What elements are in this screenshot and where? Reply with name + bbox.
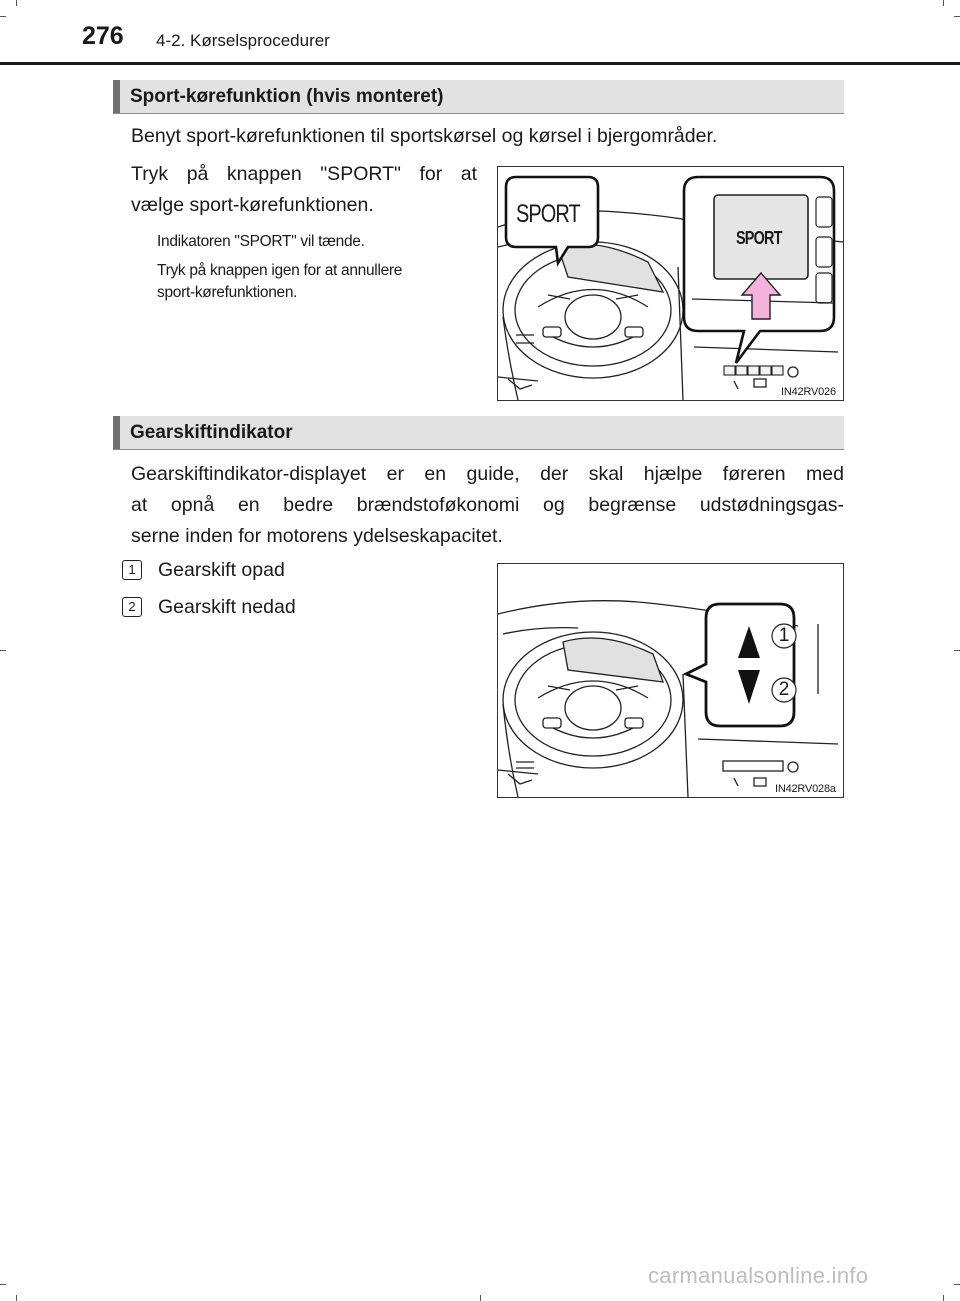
gearshift-para-line-3: serne inden for motorens ydelseskapacitet. (131, 525, 503, 547)
figure-code: IN42RV028a (775, 783, 836, 795)
sport-instruction-line-1: Tryk på knappen "SPORT" for at (131, 163, 477, 185)
crop-mark (16, 0, 17, 6)
list-number-badge: 2 (122, 597, 142, 617)
sport-note-cancel-line-2: sport-kørefunktionen. (157, 284, 298, 301)
sport-button-label: SPORT (736, 228, 782, 248)
gearshift-indicator-illustration (497, 563, 844, 798)
section-heading-sport (113, 80, 844, 114)
callout-sport-text: SPORT (516, 200, 580, 228)
crop-mark (943, 1295, 944, 1301)
gearshift-callout (686, 604, 794, 726)
gearshift-para-line-2: at opnå en bedre brændstoføkonomi og begrænse udstødningsgas- (131, 494, 844, 516)
crop-mark (0, 16, 6, 17)
crop-mark (480, 1295, 481, 1301)
crop-mark (954, 650, 960, 651)
crop-mark (0, 1284, 6, 1285)
watermark: carmanualsonline.info (648, 1263, 869, 1288)
crop-mark (943, 0, 944, 6)
crop-mark (954, 16, 960, 17)
section-title: Gearskiftindikator (130, 422, 293, 443)
list-item-upshift: Gearskift opad (158, 559, 285, 581)
section-heading-gearshift (113, 416, 844, 450)
sport-instruction-line-2: vælge sport-kørefunktionen. (131, 194, 374, 216)
gearshift-para-line-1: Gearskiftindikator-displayet er en guide, der skal hjælpe føreren med (131, 463, 844, 485)
section-accent (113, 80, 120, 113)
section-accent (113, 416, 120, 449)
crop-mark (954, 1284, 960, 1285)
sport-note-cancel-line-1: Tryk på knappen igen for at annullere (157, 262, 403, 279)
sport-intro-text: Benyt sport-kørefunktionen til sportskørsel og kørsel i bjergområder. (131, 125, 718, 147)
dashboard-drawing (498, 564, 843, 797)
list-number-badge: 1 (122, 560, 142, 580)
header-rule (0, 62, 960, 65)
crop-mark (0, 650, 6, 651)
chapter-title: 4-2. Kørselsprocedurer (156, 31, 330, 50)
section-title: Sport-kørefunktion (hvis monteret) (130, 86, 444, 107)
figure-code: IN42RV026 (781, 386, 836, 398)
crop-mark (16, 1295, 17, 1301)
marker-2-label: 2 (778, 679, 790, 700)
sport-button-illustration (497, 166, 844, 401)
list-item-downshift: Gearskift nedad (158, 596, 296, 618)
page-number: 276 (82, 22, 124, 50)
sport-note-indicator: Indikatoren "SPORT" vil tænde. (157, 233, 365, 250)
marker-1-label: 1 (778, 625, 790, 646)
